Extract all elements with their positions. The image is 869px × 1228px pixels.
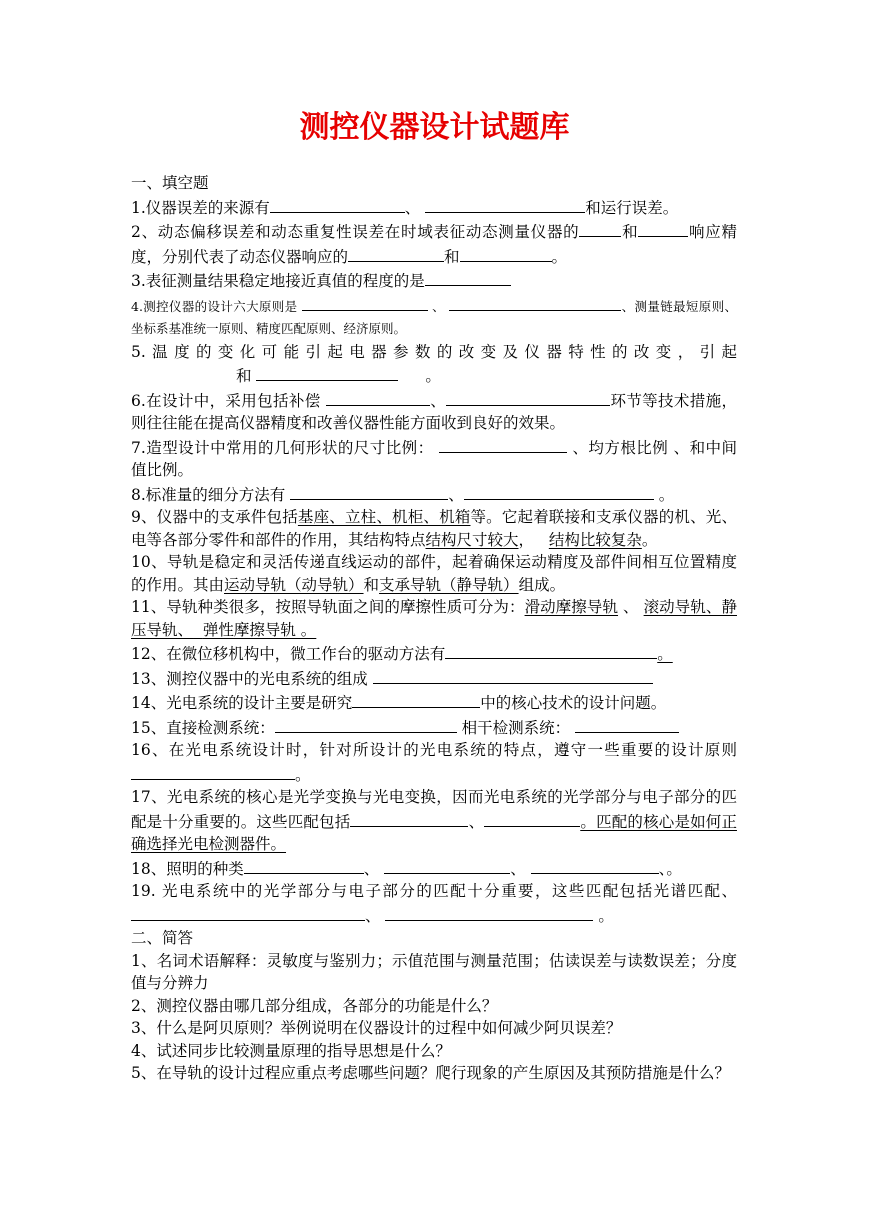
question-2: 2、动态偏移误差和动态重复性误差在时域表征动态测量仪器的 和 响应精度，分别代表了动态仪器响应的 和 。 — [131, 219, 737, 268]
answer-blank[interactable] — [348, 244, 444, 262]
answer-blank[interactable] — [446, 388, 610, 406]
question-15: 15、直接检测系统： 相干检测系统： — [131, 715, 737, 740]
question-1: 1.仪器误差的来源有 、 和运行误差。 — [131, 195, 737, 220]
answer-blank[interactable] — [290, 482, 448, 500]
short-answer-question: 4、试述同步比较测量原理的指导思想是什么？ — [131, 1041, 451, 1060]
answer-blank[interactable] — [460, 244, 552, 262]
question-bank-content — [131, 172, 737, 1085]
answer-blank[interactable] — [531, 856, 659, 874]
short-answer-question: 3、什么是阿贝原则？举例说明在仪器设计的过程中如何减少阿贝误差？ — [131, 1019, 622, 1037]
answer-blank[interactable] — [352, 690, 480, 708]
page-title: 测控仪器设计试题库 — [299, 110, 570, 145]
answer-blank[interactable] — [270, 195, 405, 213]
question-10: 10、导轨是稳定和灵活传递直线运动的部件，起着确保运动精度及部件间相互位置精度的作用。其由运动导轨（动导轨）和支承导轨（静导轨）组成。 — [131, 553, 737, 594]
question-16: 16、在光电系统设计时，针对所设计的光电系统的特点，遵守一些重要的设计原则。 — [131, 741, 737, 784]
answer-blank[interactable] — [244, 856, 364, 874]
answer-blank[interactable] — [302, 293, 428, 311]
question-11: 11、导轨种类很多，按照导轨面之间的摩擦性质可分为：滑动摩擦导轨 、 滚动导轨、静压导轨、 弹性摩擦导轨 。 — [131, 598, 737, 639]
question-4: 4.测控仪器的设计六大原则是 、 、测量链最短原则、坐标系基准统一原则、精度匹配原则、经济原则。 — [131, 293, 737, 341]
question-7: 7.造型设计中常用的几何形状的尺寸比例： 、均方根比例 、和中间值比例。 — [131, 435, 737, 482]
section-heading-short-answer: 二、简答 — [131, 929, 194, 947]
question-12: 12、在微位移机构中，微工作台的驱动方法有 。 — [131, 641, 737, 666]
answer-blank[interactable] — [425, 195, 585, 213]
answer-blank[interactable] — [579, 219, 621, 237]
answer-blank[interactable] — [445, 641, 657, 659]
answer-blank[interactable] — [326, 388, 430, 406]
answer-blank[interactable] — [350, 809, 468, 827]
answer-blank[interactable] — [425, 268, 511, 286]
answer-blank[interactable] — [131, 762, 295, 780]
question-8: 8.标准量的细分方法有 、 。 — [131, 482, 737, 507]
answer-blank[interactable] — [439, 435, 567, 453]
answer-blank[interactable] — [131, 903, 365, 921]
question-18: 18、照明的种类 、 、 、。 — [131, 856, 737, 881]
question-5: 5.温度的变化可能引起电器参数的改变及仪器特性的改变，引起 和 。 — [131, 342, 737, 385]
section-heading-fill-in: 一、填空题 — [131, 174, 209, 192]
question-19: 19. 光电系统中的光学部分与电子部分的匹配十分重要，这些匹配包括光谱匹配、、 。 — [131, 882, 737, 925]
answer-blank[interactable] — [638, 219, 688, 237]
question-9: 9、仪器中的支承件包括基座、立柱、机柜、机箱等。它起着联接和支承仪器的机、光、电等各部分零件和部件的作用，其结构特点结构尺寸较大， 结构比较复杂。 — [131, 508, 737, 549]
answer-blank[interactable] — [256, 363, 398, 381]
answer-blank[interactable] — [384, 856, 510, 874]
answer-blank[interactable] — [385, 903, 593, 921]
short-answer-question: 5、在导轨的设计过程应重点考虑哪些问题？爬行现象的产生原因及其预防措施是什么？ — [131, 1064, 730, 1082]
question-17: 17、光电系统的核心是光学变换与光电变换，因而光电系统的光学部分与电子部分的匹配是十分重要的。这些匹配包括 、 。匹配的核心是如何正确选择光电检测器件。 — [131, 788, 737, 853]
question-14: 14、光电系统的设计主要是研究 中的核心技术的设计问题。 — [131, 690, 737, 715]
answer-blank[interactable] — [484, 809, 580, 827]
answer-blank[interactable] — [575, 715, 679, 733]
short-answer-question: 2、测控仪器由哪几部分组成，各部分的功能是什么？ — [131, 996, 498, 1015]
answer-blank[interactable] — [275, 715, 457, 733]
answer-blank[interactable] — [464, 482, 654, 500]
short-answer-question: 1、名词术语解释：灵敏度与鉴别力；示值范围与测量范围；估读误差与读数误差；分度值与分辨力 — [131, 951, 737, 992]
answer-blank[interactable] — [449, 293, 621, 311]
question-3: 3.表征测量结果稳定地接近真值的程度的是 — [131, 268, 737, 293]
question-13: 13、测控仪器中的光电系统的组成 — [131, 666, 737, 691]
answer-blank[interactable] — [373, 666, 653, 684]
question-6: 6.在设计中，采用包括补偿 、 环节等技术措施，则往往能在提高仪器精度和改善仪器性能方面收到良好的效果。 — [131, 388, 737, 435]
